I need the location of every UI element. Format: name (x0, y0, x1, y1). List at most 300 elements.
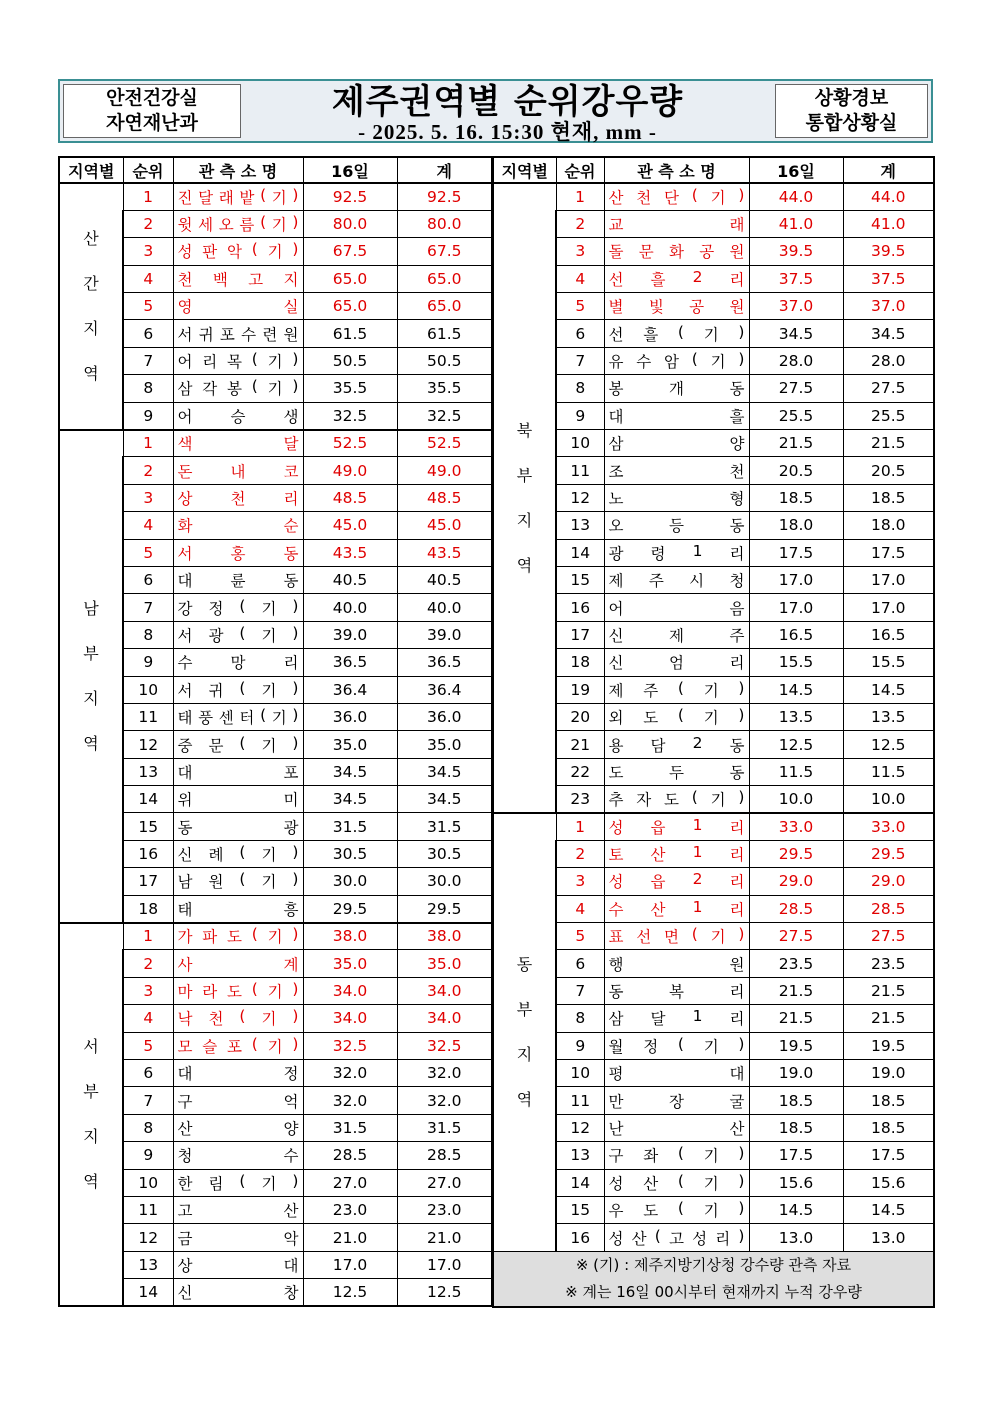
table-row (59, 1169, 492, 1196)
col-total: 계 (843, 157, 934, 183)
rank-cell: 9 (556, 402, 604, 429)
rank-cell: 11 (123, 703, 173, 730)
department-line1: 안전건강실 (106, 87, 198, 109)
day-value-cell: 17.0 (303, 1251, 397, 1278)
region-cell: 서 부 지 역 (59, 923, 123, 1306)
rank-cell: 15 (123, 813, 173, 840)
station-name: 가 파 도 ( 기 ) (177, 925, 299, 947)
station-cell (604, 813, 749, 840)
station-cell (173, 293, 303, 320)
station-name: 도 두 동 (608, 763, 745, 782)
station-name: 어 승 생 (177, 407, 299, 426)
table-row (59, 1251, 492, 1278)
station-cell (173, 1087, 303, 1114)
total-value-cell: 27.5 (843, 375, 934, 402)
rank-cell: 2 (123, 210, 173, 237)
station-name: 신 례 ( 기 ) (177, 843, 299, 865)
rank-cell: 7 (556, 347, 604, 374)
rank-cell: 12 (123, 1224, 173, 1251)
rank-cell: 5 (123, 293, 173, 320)
table-row (59, 1060, 492, 1087)
table-row (493, 293, 934, 320)
station-name: 어 리 목 ( 기 ) (177, 350, 299, 372)
station-name: 대 흘 (608, 407, 745, 426)
station-name: 색 달 (177, 435, 299, 454)
station-cell (173, 1224, 303, 1251)
total-value-cell: 21.5 (843, 977, 934, 1004)
total-value-cell: 36.4 (397, 676, 492, 703)
rank-cell: 15 (556, 566, 604, 593)
day-value-cell: 17.0 (749, 594, 843, 621)
total-value-cell: 17.0 (843, 594, 934, 621)
station-name: 오 등 동 (608, 517, 745, 536)
rank-cell: 6 (556, 320, 604, 347)
rank-cell: 16 (556, 1224, 604, 1251)
rank-cell: 7 (123, 347, 173, 374)
day-value-cell: 27.0 (303, 1169, 397, 1196)
total-value-cell: 19.0 (843, 1060, 934, 1087)
rank-cell: 10 (123, 676, 173, 703)
table-row (493, 238, 934, 265)
total-value-cell: 18.0 (843, 512, 934, 539)
total-value-cell: 13.5 (843, 703, 934, 730)
station-cell (173, 786, 303, 813)
station-name: 위 미 (177, 791, 299, 810)
station-name: 진 달 래 밭 ( 기 ) (177, 185, 299, 207)
table-row (493, 1114, 934, 1141)
office-line1: 상황경보 (814, 87, 889, 109)
day-value-cell: 45.0 (303, 512, 397, 539)
total-value-cell: 80.0 (397, 210, 492, 237)
station-cell (604, 375, 749, 402)
total-value-cell: 65.0 (397, 265, 492, 292)
table-row (493, 1032, 934, 1059)
region-cell: 북 부 지 역 (493, 183, 556, 813)
day-value-cell: 31.5 (303, 813, 397, 840)
day-value-cell: 49.0 (303, 457, 397, 484)
station-cell (604, 539, 749, 566)
day-value-cell: 16.5 (749, 621, 843, 648)
table-row (493, 183, 934, 210)
station-cell (173, 347, 303, 374)
rank-cell: 7 (556, 977, 604, 1004)
table-row (493, 868, 934, 895)
station-name: 서 귀 ( 기 ) (177, 678, 299, 700)
station-name: 남 원 ( 기 ) (177, 870, 299, 892)
table-row (59, 347, 492, 374)
rank-cell: 3 (556, 238, 604, 265)
table-row (59, 183, 492, 210)
station-name: 신 제 주 (608, 626, 745, 645)
station-cell (173, 758, 303, 785)
day-value-cell: 39.0 (303, 621, 397, 648)
rank-cell: 14 (123, 1279, 173, 1306)
col-day: 16일 (303, 157, 397, 183)
station-cell (173, 1169, 303, 1196)
station-cell (604, 950, 749, 977)
total-value-cell: 34.5 (397, 786, 492, 813)
rank-cell: 4 (123, 1005, 173, 1032)
total-value-cell: 41.0 (843, 210, 934, 237)
station-cell (604, 183, 749, 210)
table-row (493, 703, 934, 730)
day-value-cell: 29.5 (303, 895, 397, 922)
station-cell (604, 430, 749, 457)
total-value-cell: 39.0 (397, 621, 492, 648)
table-row (59, 594, 492, 621)
station-name: 대 포 (177, 763, 299, 782)
table-row (59, 566, 492, 593)
day-value-cell: 29.0 (749, 868, 843, 895)
day-value-cell: 33.0 (749, 813, 843, 840)
rank-cell: 1 (123, 430, 173, 457)
total-value-cell: 32.0 (397, 1060, 492, 1087)
total-value-cell: 11.5 (843, 758, 934, 785)
station-name: 금 악 (177, 1229, 299, 1248)
day-value-cell: 65.0 (303, 265, 397, 292)
day-value-cell: 14.5 (749, 1196, 843, 1223)
rank-cell: 18 (123, 895, 173, 922)
table-row (493, 265, 934, 292)
rank-cell: 8 (123, 375, 173, 402)
table-row (493, 430, 934, 457)
col-total: 계 (397, 157, 492, 183)
day-value-cell: 23.5 (749, 950, 843, 977)
table-row (493, 539, 934, 566)
rank-cell: 2 (556, 840, 604, 867)
rank-cell: 6 (123, 1060, 173, 1087)
rank-cell: 13 (123, 1251, 173, 1278)
day-value-cell: 17.5 (749, 539, 843, 566)
day-value-cell: 30.0 (303, 868, 397, 895)
total-value-cell: 21.0 (397, 1224, 492, 1251)
table-row (59, 758, 492, 785)
day-value-cell: 13.0 (749, 1224, 843, 1251)
day-value-cell: 21.0 (303, 1224, 397, 1251)
station-name: 만 장 굴 (608, 1092, 745, 1111)
day-value-cell: 50.5 (303, 347, 397, 374)
day-value-cell: 34.5 (303, 786, 397, 813)
total-value-cell: 17.0 (843, 566, 934, 593)
day-value-cell: 34.0 (303, 977, 397, 1004)
table-row (493, 840, 934, 867)
left-rainfall-table (58, 156, 493, 1307)
page-title: 제주권역별 순위강우량 (331, 82, 684, 122)
station-cell (604, 703, 749, 730)
total-value-cell: 17.5 (843, 1142, 934, 1169)
rank-cell: 3 (556, 868, 604, 895)
day-value-cell: 65.0 (303, 293, 397, 320)
total-value-cell: 29.5 (843, 840, 934, 867)
day-value-cell: 15.5 (749, 649, 843, 676)
table-row (59, 457, 492, 484)
table-row (59, 1142, 492, 1169)
total-value-cell: 28.5 (397, 1142, 492, 1169)
station-name: 삼 양 (608, 435, 745, 454)
station-cell (604, 758, 749, 785)
day-value-cell: 34.0 (303, 1005, 397, 1032)
station-cell (173, 649, 303, 676)
table-row (493, 1169, 934, 1196)
station-name: 산 천 단 ( 기 ) (608, 185, 745, 207)
station-cell (604, 923, 749, 950)
station-name: 어 음 (608, 599, 745, 618)
table-row (59, 1032, 492, 1059)
total-value-cell: 35.0 (397, 731, 492, 758)
note-line2: ※ 계는 16일 00시부터 현재까지 누적 강우량 (565, 1282, 862, 1301)
station-name: 상 대 (177, 1256, 299, 1275)
rank-cell: 23 (556, 786, 604, 813)
day-value-cell: 28.5 (749, 895, 843, 922)
rank-cell: 13 (556, 1142, 604, 1169)
total-value-cell: 67.5 (397, 238, 492, 265)
day-value-cell: 36.5 (303, 649, 397, 676)
day-value-cell: 92.5 (303, 183, 397, 210)
station-name: 행 원 (608, 955, 745, 974)
rank-cell: 11 (556, 457, 604, 484)
station-cell (173, 1114, 303, 1141)
table-row (59, 1279, 492, 1306)
total-value-cell: 15.5 (843, 649, 934, 676)
rank-cell: 5 (123, 539, 173, 566)
station-cell (604, 1032, 749, 1059)
station-name: 윗 세 오 름 ( 기 ) (177, 213, 299, 235)
station-cell (604, 1142, 749, 1169)
table-row (493, 512, 934, 539)
station-cell (604, 649, 749, 676)
day-value-cell: 37.0 (749, 293, 843, 320)
station-name: 청 수 (177, 1147, 299, 1166)
station-name: 천 백 고 지 (177, 270, 299, 289)
total-value-cell: 18.5 (843, 484, 934, 511)
station-name: 대 륜 동 (177, 572, 299, 591)
table-row (493, 1060, 934, 1087)
table-row (493, 786, 934, 813)
station-name: 우 도 ( 기 ) (608, 1199, 745, 1221)
station-name: 화 순 (177, 517, 299, 536)
table-row (59, 1224, 492, 1251)
station-cell (173, 430, 303, 457)
rank-cell: 6 (123, 320, 173, 347)
total-value-cell: 30.0 (397, 868, 492, 895)
rank-cell: 4 (123, 265, 173, 292)
table-row (493, 895, 934, 922)
station-name: 대 정 (177, 1065, 299, 1084)
station-name: 삼 각 봉 ( 기 ) (177, 377, 299, 399)
station-cell (173, 923, 303, 950)
station-cell (173, 183, 303, 210)
total-value-cell: 12.5 (843, 731, 934, 758)
station-name: 신 창 (177, 1284, 299, 1303)
total-value-cell: 49.0 (397, 457, 492, 484)
rank-cell: 18 (556, 649, 604, 676)
station-cell (604, 293, 749, 320)
day-value-cell: 35.0 (303, 950, 397, 977)
rank-cell: 17 (123, 868, 173, 895)
col-region: 지역별 (59, 157, 123, 183)
table-row (493, 731, 934, 758)
total-value-cell: 15.6 (843, 1169, 934, 1196)
table-row (59, 813, 492, 840)
station-name: 추 자 도 ( 기 ) (608, 788, 745, 810)
station-cell (604, 1114, 749, 1141)
table-row (59, 1005, 492, 1032)
table-row (59, 703, 492, 730)
total-value-cell: 17.0 (397, 1251, 492, 1278)
rank-cell: 12 (556, 484, 604, 511)
rank-cell: 10 (556, 430, 604, 457)
station-cell (604, 512, 749, 539)
table-row (493, 950, 934, 977)
station-name: 낙 천 ( 기 ) (177, 1007, 299, 1029)
table-row (59, 484, 492, 511)
rank-cell: 1 (123, 183, 173, 210)
rank-cell: 16 (123, 840, 173, 867)
rank-cell: 8 (556, 1005, 604, 1032)
total-value-cell: 34.0 (397, 977, 492, 1004)
station-name: 용 담 2 동 (608, 733, 745, 755)
col-region: 지역별 (493, 157, 556, 183)
total-value-cell: 61.5 (397, 320, 492, 347)
table-row (59, 731, 492, 758)
rank-cell: 9 (556, 1032, 604, 1059)
total-value-cell: 28.0 (843, 347, 934, 374)
report-header (58, 79, 933, 143)
total-value-cell: 36.0 (397, 703, 492, 730)
table-row (493, 457, 934, 484)
station-cell (173, 1005, 303, 1032)
total-value-cell: 40.0 (397, 594, 492, 621)
station-cell (173, 868, 303, 895)
table-row (59, 676, 492, 703)
total-value-cell: 65.0 (397, 293, 492, 320)
station-cell (173, 484, 303, 511)
station-name: 중 문 ( 기 ) (177, 733, 299, 755)
total-value-cell: 31.5 (397, 1114, 492, 1141)
day-value-cell: 52.5 (303, 430, 397, 457)
notes-cell (493, 1251, 934, 1307)
station-name: 사 계 (177, 955, 299, 974)
day-value-cell: 15.6 (749, 1169, 843, 1196)
total-value-cell: 18.5 (843, 1114, 934, 1141)
station-name: 태 흥 (177, 900, 299, 919)
day-value-cell: 18.5 (749, 1087, 843, 1114)
station-cell (173, 402, 303, 429)
station-name: 선 흘 2 리 (608, 267, 745, 289)
total-value-cell: 18.5 (843, 1087, 934, 1114)
day-value-cell: 80.0 (303, 210, 397, 237)
station-cell (604, 1196, 749, 1223)
table-row (493, 1142, 934, 1169)
station-cell (173, 594, 303, 621)
station-name: 서 광 ( 기 ) (177, 623, 299, 645)
table-header-row (493, 157, 934, 183)
day-value-cell: 36.4 (303, 676, 397, 703)
region-cell: 동 부 지 역 (493, 813, 556, 1251)
total-value-cell: 30.5 (397, 840, 492, 867)
day-value-cell: 28.0 (749, 347, 843, 374)
station-cell (604, 566, 749, 593)
rank-cell: 15 (556, 1196, 604, 1223)
total-value-cell: 92.5 (397, 183, 492, 210)
rank-cell: 9 (123, 1142, 173, 1169)
station-cell (604, 320, 749, 347)
table-row (59, 649, 492, 676)
day-value-cell: 30.5 (303, 840, 397, 867)
day-value-cell: 34.5 (749, 320, 843, 347)
rank-cell: 17 (556, 621, 604, 648)
table-row (493, 758, 934, 785)
rank-cell: 20 (556, 703, 604, 730)
total-value-cell: 32.5 (397, 402, 492, 429)
day-value-cell: 39.5 (749, 238, 843, 265)
day-value-cell: 11.5 (749, 758, 843, 785)
rank-cell: 14 (556, 1169, 604, 1196)
rank-cell: 13 (123, 758, 173, 785)
station-name: 강 정 ( 기 ) (177, 596, 299, 618)
station-cell (173, 676, 303, 703)
table-row (59, 293, 492, 320)
total-value-cell: 48.5 (397, 484, 492, 511)
station-cell (604, 594, 749, 621)
total-value-cell: 52.5 (397, 430, 492, 457)
station-name: 조 천 (608, 462, 745, 481)
station-cell (604, 731, 749, 758)
total-value-cell: 37.0 (843, 293, 934, 320)
station-name: 광 령 1 리 (608, 541, 745, 563)
station-cell (173, 1196, 303, 1223)
station-cell (604, 621, 749, 648)
table-row (59, 868, 492, 895)
station-cell (604, 840, 749, 867)
rank-cell: 11 (123, 1196, 173, 1223)
day-value-cell: 32.5 (303, 402, 397, 429)
day-value-cell: 14.5 (749, 676, 843, 703)
table-header-row (59, 157, 492, 183)
total-value-cell: 27.0 (397, 1169, 492, 1196)
day-value-cell: 18.5 (749, 484, 843, 511)
table-row (59, 1087, 492, 1114)
notes-row (493, 1251, 934, 1307)
table-row (493, 1196, 934, 1223)
station-cell (173, 1060, 303, 1087)
table-row (493, 484, 934, 511)
station-cell (173, 703, 303, 730)
rank-cell: 11 (556, 1087, 604, 1114)
station-cell (173, 1279, 303, 1306)
rank-cell: 4 (556, 895, 604, 922)
day-value-cell: 23.0 (303, 1196, 397, 1223)
col-station: 관 측 소 명 (604, 157, 749, 183)
col-rank: 순위 (556, 157, 604, 183)
title-block (246, 81, 769, 142)
station-name: 삼 달 1 리 (608, 1007, 745, 1029)
station-cell (604, 347, 749, 374)
station-name: 별 빛 공 원 (608, 298, 745, 317)
total-value-cell: 19.5 (843, 1032, 934, 1059)
table-row (493, 813, 934, 840)
station-cell (173, 1142, 303, 1169)
day-value-cell: 40.0 (303, 594, 397, 621)
rank-cell: 12 (556, 1114, 604, 1141)
total-value-cell: 12.5 (397, 1279, 492, 1306)
station-cell (173, 840, 303, 867)
station-name: 서 홍 동 (177, 544, 299, 563)
station-name: 외 도 ( 기 ) (608, 706, 745, 728)
region-cell: 산 간 지 역 (59, 183, 123, 430)
total-value-cell: 36.5 (397, 649, 492, 676)
table-row (59, 1114, 492, 1141)
